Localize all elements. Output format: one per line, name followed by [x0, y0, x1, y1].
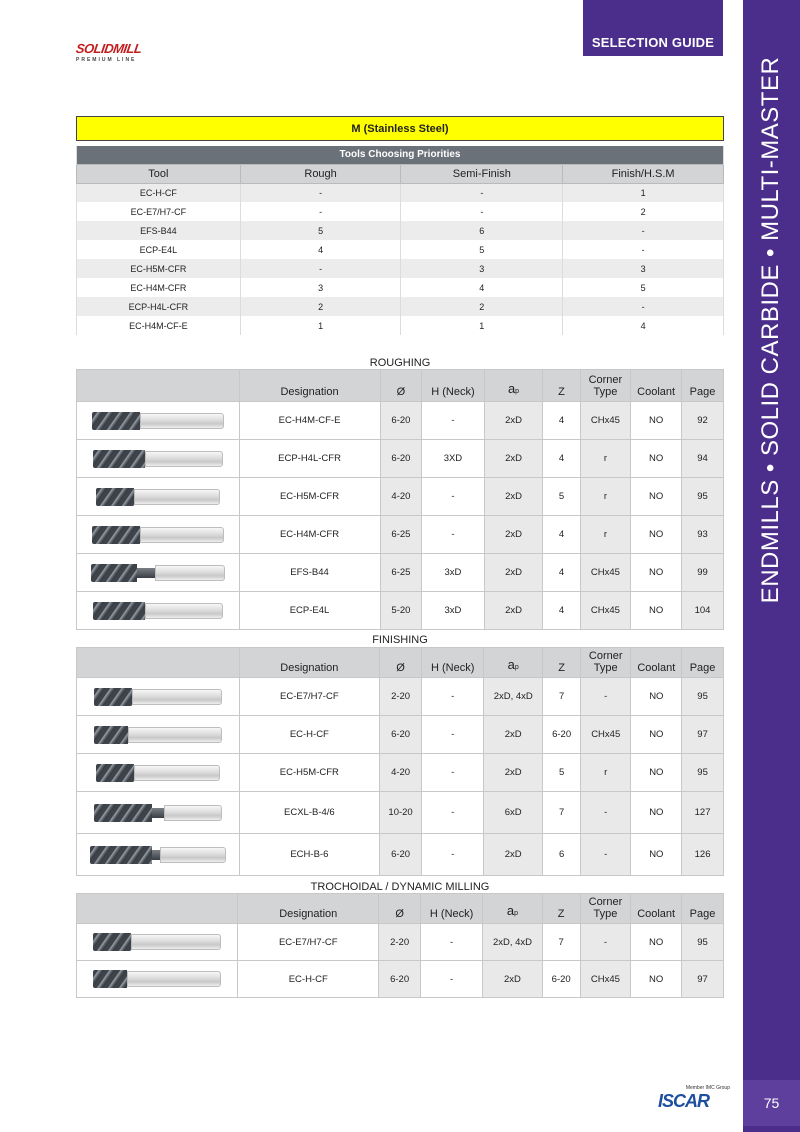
header-ap	[484, 648, 543, 678]
iscar-brand: ISCAR	[658, 1091, 710, 1111]
tool-designation: ECP-E4L	[239, 592, 380, 630]
tool-z: 4	[543, 440, 580, 478]
endmill-long-neck-icon	[93, 602, 223, 620]
tool-ap: 2xD, 4xD	[483, 924, 542, 961]
header-neck: H (Neck)	[421, 894, 483, 924]
corner-line-1: Corner	[588, 896, 623, 908]
tool-neck: -	[422, 678, 484, 716]
priorities-table	[76, 146, 724, 335]
tool-page: 94	[682, 440, 724, 478]
priority-semi: 3	[401, 259, 563, 278]
tool-ap: 2xD	[484, 440, 543, 478]
header-corner	[580, 370, 631, 402]
tool-neck: -	[422, 516, 484, 554]
tool-ap: 2xD	[484, 716, 543, 754]
roughing-title: ROUGHING	[369, 357, 431, 369]
tool-page: 92	[682, 402, 724, 440]
tool-row	[77, 924, 724, 961]
tool-row	[77, 554, 724, 592]
tool-image-cell	[77, 924, 238, 961]
endmill-4-flute-icon	[92, 526, 224, 544]
endmill-multi-flute-icon	[94, 726, 222, 744]
tool-image-cell	[77, 402, 240, 440]
tool-z: 7	[542, 924, 580, 961]
header-image	[77, 648, 240, 678]
priority-tool: ECP-E4L	[77, 240, 241, 259]
tool-designation: EC-H4M-CFR	[239, 516, 380, 554]
header-page: Page	[682, 370, 724, 402]
priorities-header-semi: Semi-Finish	[401, 164, 563, 183]
tool-corner: r	[580, 754, 631, 792]
endmill-long-neck-icon	[93, 450, 223, 468]
tool-page: 99	[682, 554, 724, 592]
priorities-title: Tools Choosing Priorities	[77, 146, 724, 164]
tool-row	[77, 516, 724, 554]
tool-corner: r	[580, 478, 631, 516]
tool-diameter: 2-20	[379, 678, 421, 716]
priority-tool: EC-H4M-CF-E	[77, 316, 241, 335]
header-neck: H (Neck)	[422, 648, 484, 678]
tool-z: 4	[543, 554, 580, 592]
header-coolant: Coolant	[631, 894, 682, 924]
endmill-6-flute-icon	[90, 846, 226, 864]
priority-tool: EC-H-CF	[77, 183, 241, 202]
tool-row	[77, 678, 724, 716]
tool-coolant: NO	[631, 924, 682, 961]
tool-neck: -	[422, 834, 484, 876]
priority-semi: 5	[401, 240, 563, 259]
header-image	[77, 370, 240, 402]
priority-finish: 4	[563, 316, 724, 335]
tool-image-cell	[77, 554, 240, 592]
priority-semi: 6	[401, 221, 563, 240]
tool-table-header	[77, 648, 724, 678]
priority-rough: 3	[240, 278, 401, 297]
corner-line-1: Corner	[588, 374, 623, 386]
priority-rough: -	[240, 202, 401, 221]
tool-page: 95	[682, 924, 724, 961]
roughing-table	[76, 369, 724, 630]
tool-coolant: NO	[631, 961, 682, 998]
tool-neck: -	[422, 754, 484, 792]
tool-corner: r	[580, 440, 631, 478]
tool-neck: 3xD	[422, 592, 484, 630]
tool-diameter: 6-20	[380, 440, 422, 478]
endmill-7-flute-icon	[94, 688, 222, 706]
header-designation: Designation	[238, 894, 379, 924]
tool-corner: CHx45	[580, 716, 631, 754]
corner-line-1: Corner	[588, 650, 623, 662]
priorities-header-rough: Rough	[240, 164, 401, 183]
tool-corner: -	[580, 924, 631, 961]
page-number: 75	[743, 1080, 800, 1126]
header-diameter: Ø	[380, 370, 422, 402]
tool-neck: -	[422, 478, 484, 516]
tool-corner: -	[580, 678, 631, 716]
tool-row	[77, 402, 724, 440]
tool-diameter: 2-20	[379, 924, 421, 961]
priority-rough: 1	[240, 316, 401, 335]
priorities-header-tool: Tool	[77, 164, 241, 183]
tool-page: 93	[682, 516, 724, 554]
priority-rough: -	[240, 183, 401, 202]
priority-semi: 2	[401, 297, 563, 316]
tool-ap: 2xD, 4xD	[484, 678, 543, 716]
tool-designation: EC-H-CF	[239, 716, 379, 754]
tool-row	[77, 961, 724, 998]
tool-page: 95	[682, 754, 724, 792]
tool-row	[77, 440, 724, 478]
priority-finish: -	[563, 240, 724, 259]
tool-neck: -	[422, 792, 484, 834]
tool-coolant: NO	[631, 716, 682, 754]
header-z: Z	[543, 648, 581, 678]
header-corner	[580, 648, 631, 678]
tool-neck: -	[421, 961, 483, 998]
header-page: Page	[682, 648, 724, 678]
tool-z: 4	[543, 592, 580, 630]
trochoidal-title: TROCHOIDAL / DYNAMIC MILLING	[310, 881, 490, 893]
header-z: Z	[543, 370, 580, 402]
tool-designation: EC-H5M-CFR	[239, 478, 380, 516]
priority-row	[77, 221, 724, 240]
tool-coolant: NO	[631, 792, 682, 834]
priority-rough: 4	[240, 240, 401, 259]
header-coolant: Coolant	[631, 370, 682, 402]
ap-main: a	[506, 903, 515, 918]
tool-row	[77, 592, 724, 630]
logo-main-text: SOLIDMILL	[74, 41, 143, 56]
priority-tool: ECP-H4L-CFR	[77, 297, 241, 316]
header-image	[77, 894, 238, 924]
tool-diameter: 6-25	[380, 516, 422, 554]
ap-sub: p	[514, 910, 519, 917]
tool-page: 95	[682, 678, 724, 716]
tool-corner: CHx45	[580, 402, 631, 440]
tool-ap: 2xD	[484, 592, 543, 630]
tool-coolant: NO	[631, 834, 682, 876]
corner-line-2: Type	[593, 386, 618, 398]
tool-z: 4	[543, 402, 580, 440]
tool-image-cell	[77, 440, 240, 478]
tool-row	[77, 754, 724, 792]
tool-z: 4	[543, 516, 580, 554]
header-ap	[484, 370, 543, 402]
corner-line-2: Type	[593, 908, 618, 920]
tool-corner: -	[580, 834, 631, 876]
tool-diameter: 6-20	[379, 716, 421, 754]
material-bar: M (Stainless Steel)	[76, 116, 724, 141]
tool-coolant: NO	[631, 554, 682, 592]
tool-diameter: 4-20	[379, 754, 421, 792]
header-page: Page	[682, 894, 724, 924]
priority-rough: 5	[240, 221, 401, 240]
priority-finish: 2	[563, 202, 724, 221]
tool-table-header	[77, 894, 724, 924]
tool-corner: CHx45	[580, 554, 631, 592]
tool-neck: 3xD	[422, 554, 484, 592]
tool-z: 7	[543, 678, 581, 716]
tool-diameter: 5-20	[380, 592, 422, 630]
priority-tool: EFS-B44	[77, 221, 241, 240]
tool-ap: 2xD	[484, 834, 543, 876]
tool-row	[77, 792, 724, 834]
tool-diameter: 4-20	[380, 478, 422, 516]
tool-z: 5	[543, 478, 580, 516]
priority-row	[77, 240, 724, 259]
endmill-4-flute-icon	[92, 412, 224, 430]
tool-designation: EC-E7/H7-CF	[239, 678, 379, 716]
tool-coolant: NO	[631, 678, 682, 716]
priority-semi: -	[401, 183, 563, 202]
header-z: Z	[542, 894, 580, 924]
endmill-5-flute-icon	[96, 488, 220, 506]
tool-ap: 2xD	[484, 402, 543, 440]
tool-designation: ECH-B-6	[239, 834, 379, 876]
tool-designation: EC-H-CF	[238, 961, 379, 998]
tool-diameter: 10-20	[379, 792, 421, 834]
tool-z: 6-20	[543, 716, 581, 754]
tool-diameter: 6-20	[379, 961, 421, 998]
header-designation: Designation	[239, 648, 379, 678]
tool-table-header	[77, 370, 724, 402]
header-coolant: Coolant	[631, 648, 682, 678]
solidmill-logo	[76, 40, 166, 70]
priority-row	[77, 316, 724, 335]
priority-finish: -	[563, 221, 724, 240]
header-diameter: Ø	[379, 894, 421, 924]
tool-row	[77, 834, 724, 876]
tool-ap: 2xD	[484, 554, 543, 592]
tool-ap: 2xD	[484, 754, 543, 792]
tool-corner: r	[580, 516, 631, 554]
header-diameter: Ø	[379, 648, 421, 678]
tool-page: 126	[682, 834, 724, 876]
tool-designation: EC-E7/H7-CF	[238, 924, 379, 961]
header-neck: H (Neck)	[422, 370, 484, 402]
tool-designation: ECXL-B-4/6	[239, 792, 379, 834]
trochoidal-table	[76, 893, 724, 998]
tool-z: 5	[543, 754, 581, 792]
corner-line-2: Type	[593, 662, 618, 674]
tool-page: 97	[682, 716, 724, 754]
priority-finish: -	[563, 297, 724, 316]
tool-designation: ECP-H4L-CFR	[239, 440, 380, 478]
priority-semi: 4	[401, 278, 563, 297]
priority-tool: EC-E7/H7-CF	[77, 202, 241, 221]
tool-ap: 2xD	[484, 478, 543, 516]
priority-row	[77, 297, 724, 316]
tool-image-cell	[77, 592, 240, 630]
tool-ap: 2xD	[483, 961, 542, 998]
priority-row	[77, 278, 724, 297]
tool-image-cell	[77, 961, 238, 998]
tool-neck: -	[422, 716, 484, 754]
tool-z: 6-20	[542, 961, 580, 998]
tool-coolant: NO	[631, 516, 682, 554]
tool-page: 104	[682, 592, 724, 630]
header-ap	[483, 894, 542, 924]
endmill-neck-icon	[91, 564, 225, 582]
priority-semi: -	[401, 202, 563, 221]
finishing-table	[76, 647, 724, 876]
tool-coolant: NO	[631, 402, 682, 440]
tool-corner: CHx45	[580, 961, 631, 998]
iscar-logo	[658, 1085, 738, 1113]
endmill-7-flute-icon	[93, 933, 221, 951]
priority-semi: 1	[401, 316, 563, 335]
endmill-5-flute-icon	[96, 764, 220, 782]
selection-guide-tab: SELECTION GUIDE	[583, 0, 723, 56]
tool-corner: -	[580, 792, 631, 834]
tool-corner: CHx45	[580, 592, 631, 630]
tool-image-cell	[77, 716, 240, 754]
priorities-header-finish: Finish/H.S.M	[563, 164, 724, 183]
tool-ap: 6xD	[484, 792, 543, 834]
tool-diameter: 6-20	[380, 402, 422, 440]
side-title: ENDMILLS • SOLID CARBIDE • MULTI-MASTER	[757, 56, 784, 604]
endmill-multi-flute-icon	[93, 970, 221, 988]
tool-row	[77, 478, 724, 516]
member-text: Member IMC Group	[685, 1085, 730, 1091]
tool-coolant: NO	[631, 754, 682, 792]
tool-page: 95	[682, 478, 724, 516]
ap-main: a	[507, 657, 515, 672]
header-designation: Designation	[239, 370, 380, 402]
tool-diameter: 6-25	[380, 554, 422, 592]
finishing-title: FINISHING	[372, 634, 428, 646]
priority-finish: 3	[563, 259, 724, 278]
tool-neck: -	[422, 402, 484, 440]
tool-coolant: NO	[631, 440, 682, 478]
priority-tool: EC-H4M-CFR	[77, 278, 241, 297]
priority-finish: 5	[563, 278, 724, 297]
logo-sub-text: PREMIUM LINE	[76, 57, 137, 63]
priority-rough: -	[240, 259, 401, 278]
header-corner	[580, 894, 631, 924]
tool-row	[77, 716, 724, 754]
ap-sub: p	[515, 388, 520, 395]
priority-row	[77, 202, 724, 221]
tool-image-cell	[77, 754, 240, 792]
tool-designation: EC-H5M-CFR	[239, 754, 379, 792]
tool-designation: EFS-B44	[239, 554, 380, 592]
tool-designation: EC-H4M-CF-E	[239, 402, 380, 440]
tool-ap: 2xD	[484, 516, 543, 554]
tool-diameter: 6-20	[379, 834, 421, 876]
tool-page: 97	[682, 961, 724, 998]
tool-coolant: NO	[631, 592, 682, 630]
priority-tool: EC-H5M-CFR	[77, 259, 241, 278]
tool-z: 6	[543, 834, 581, 876]
tool-image-cell	[77, 516, 240, 554]
tool-image-cell	[77, 478, 240, 516]
tool-image-cell	[77, 678, 240, 716]
tool-z: 7	[543, 792, 581, 834]
priority-row	[77, 183, 724, 202]
priority-finish: 1	[563, 183, 724, 202]
priority-rough: 2	[240, 297, 401, 316]
ap-sub: p	[514, 664, 519, 671]
endmill-extra-long-icon	[94, 804, 222, 822]
tool-coolant: NO	[631, 478, 682, 516]
priorities-body	[77, 183, 724, 335]
tool-image-cell	[77, 834, 240, 876]
tool-page: 127	[682, 792, 724, 834]
tool-image-cell	[77, 792, 240, 834]
priority-row	[77, 259, 724, 278]
ap-main: a	[507, 381, 516, 396]
tool-neck: 3XD	[422, 440, 484, 478]
tool-neck: -	[421, 924, 483, 961]
